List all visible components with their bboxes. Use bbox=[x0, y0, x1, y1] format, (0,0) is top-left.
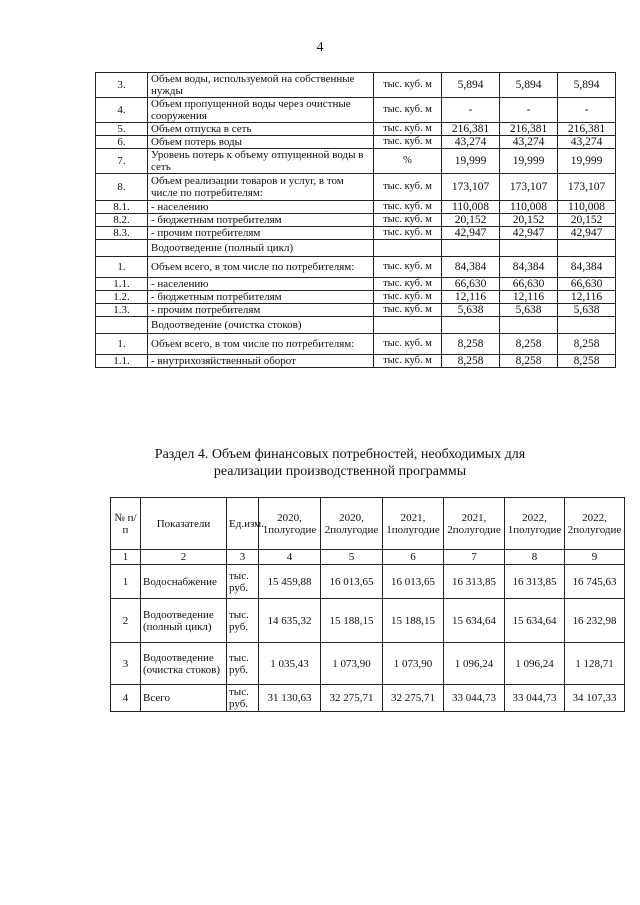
value-cell bbox=[500, 240, 558, 257]
unit-cell: % bbox=[374, 149, 442, 174]
unit-cell: тыс. куб. м bbox=[374, 257, 442, 278]
table-cell: 4 bbox=[259, 550, 321, 565]
table-cell: тыс. руб. bbox=[227, 599, 259, 643]
table-cell: 7 bbox=[444, 550, 505, 565]
value-cell: 12,116 bbox=[500, 291, 558, 304]
name-cell: - бюджетным потребителям bbox=[148, 214, 374, 227]
table-cell: Показатели bbox=[141, 498, 227, 550]
value-cell bbox=[500, 317, 558, 334]
table-cell: Ед.изм. bbox=[227, 498, 259, 550]
value-cell: 216,381 bbox=[442, 123, 500, 136]
value-cell: 19,999 bbox=[442, 149, 500, 174]
value-cell: 216,381 bbox=[500, 123, 558, 136]
table-row bbox=[96, 214, 616, 227]
value-cell: 84,384 bbox=[442, 257, 500, 278]
num-cell: 1.1. bbox=[96, 355, 148, 368]
table-cell: 1 096,24 bbox=[444, 643, 505, 685]
unit-cell: тыс. куб. м bbox=[374, 291, 442, 304]
value-cell: 66,630 bbox=[500, 278, 558, 291]
value-cell: 66,630 bbox=[558, 278, 616, 291]
table-row bbox=[96, 98, 616, 123]
value-cell: 19,999 bbox=[500, 149, 558, 174]
table-cell: 2020, 2полугодие bbox=[321, 498, 383, 550]
table-cell: 34 107,33 bbox=[565, 685, 625, 712]
table-row bbox=[96, 304, 616, 317]
unit-cell: тыс. куб. м bbox=[374, 214, 442, 227]
table-cell: 33 044,73 bbox=[444, 685, 505, 712]
num-cell: 5. bbox=[96, 123, 148, 136]
table-cell: 15 459,88 bbox=[259, 565, 321, 599]
name-cell: Водоотведение (очистка стоков) bbox=[148, 317, 374, 334]
table-row bbox=[111, 565, 625, 599]
table-cell: 4 bbox=[111, 685, 141, 712]
table-row bbox=[96, 355, 616, 368]
value-cell: 8,258 bbox=[442, 355, 500, 368]
table-row bbox=[111, 685, 625, 712]
value-cell: 173,107 bbox=[558, 174, 616, 201]
unit-cell: тыс. куб. м bbox=[374, 123, 442, 136]
value-cell: 42,947 bbox=[442, 227, 500, 240]
unit-cell: тыс. куб. м bbox=[374, 136, 442, 149]
table-cell: 16 313,85 bbox=[505, 565, 565, 599]
value-cell: 20,152 bbox=[558, 214, 616, 227]
unit-cell: тыс. куб. м bbox=[374, 98, 442, 123]
name-cell: Водоотведение (полный цикл) bbox=[148, 240, 374, 257]
name-cell: - прочим потребителям bbox=[148, 227, 374, 240]
table-row bbox=[96, 174, 616, 201]
table-cell: 15 634,64 bbox=[505, 599, 565, 643]
table-cell: Водоотведение (очистка стоков) bbox=[141, 643, 227, 685]
value-cell: 42,947 bbox=[558, 227, 616, 240]
value-cell: 5,894 bbox=[442, 73, 500, 98]
num-cell: 1. bbox=[96, 257, 148, 278]
table-cell: 1 096,24 bbox=[505, 643, 565, 685]
unit-cell: тыс. куб. м bbox=[374, 227, 442, 240]
value-cell: 5,638 bbox=[442, 304, 500, 317]
value-cell: 8,258 bbox=[442, 334, 500, 355]
table-row bbox=[96, 123, 616, 136]
name-cell: - населению bbox=[148, 278, 374, 291]
table-cell: 2020, 1полугодие bbox=[259, 498, 321, 550]
value-cell: 8,258 bbox=[500, 355, 558, 368]
num-cell: 8.3. bbox=[96, 227, 148, 240]
table-cell: Всего bbox=[141, 685, 227, 712]
num-cell: 1.3. bbox=[96, 304, 148, 317]
unit-cell: тыс. куб. м bbox=[374, 73, 442, 98]
table-cell: 2022, 2полугодие bbox=[565, 498, 625, 550]
table-cell: 1 128,71 bbox=[565, 643, 625, 685]
table-cell: 9 bbox=[565, 550, 625, 565]
value-cell: 8,258 bbox=[500, 334, 558, 355]
value-cell: 43,274 bbox=[442, 136, 500, 149]
table-cell: 16 745,63 bbox=[565, 565, 625, 599]
value-cell: 216,381 bbox=[558, 123, 616, 136]
table-cell: тыс. руб. bbox=[227, 685, 259, 712]
name-cell: Объем всего, в том числе по потребителям: bbox=[148, 334, 374, 355]
finance-table bbox=[110, 497, 625, 712]
value-cell: 19,999 bbox=[558, 149, 616, 174]
volume-table bbox=[95, 72, 616, 368]
table-cell: 2 bbox=[111, 599, 141, 643]
table-row bbox=[96, 149, 616, 174]
table-cell: Водоснабжение bbox=[141, 565, 227, 599]
value-cell: 12,116 bbox=[442, 291, 500, 304]
table-cell: 2022, 1полугодие bbox=[505, 498, 565, 550]
name-cell: Объем воды, используемой на собственные нужды bbox=[148, 73, 374, 98]
num-cell: 1.1. bbox=[96, 278, 148, 291]
value-cell: 5,894 bbox=[500, 73, 558, 98]
value-cell bbox=[442, 240, 500, 257]
table-cell: 16 313,85 bbox=[444, 565, 505, 599]
table-row bbox=[96, 257, 616, 278]
table-row bbox=[96, 334, 616, 355]
table-row bbox=[111, 599, 625, 643]
value-cell: 20,152 bbox=[500, 214, 558, 227]
name-cell: - населению bbox=[148, 201, 374, 214]
name-cell: - внутрихозяйственный оборот bbox=[148, 355, 374, 368]
table-cell: Водоотведение (полный цикл) bbox=[141, 599, 227, 643]
value-cell: 110,008 bbox=[558, 201, 616, 214]
value-cell: 20,152 bbox=[442, 214, 500, 227]
value-cell: 8,258 bbox=[558, 334, 616, 355]
name-cell: Объем всего, в том числе по потребителям: bbox=[148, 257, 374, 278]
value-cell: 66,630 bbox=[442, 278, 500, 291]
num-cell: 3. bbox=[96, 73, 148, 98]
unit-cell: тыс. куб. м bbox=[374, 355, 442, 368]
name-cell: Объем отпуска в сеть bbox=[148, 123, 374, 136]
table-cell: тыс. руб. bbox=[227, 565, 259, 599]
table-cell: 15 188,15 bbox=[321, 599, 383, 643]
name-cell: Объем пропущенной воды через очистные сооружения bbox=[148, 98, 374, 123]
num-cell: 8.1. bbox=[96, 201, 148, 214]
value-cell: 42,947 bbox=[500, 227, 558, 240]
table-cell: 15 634,64 bbox=[444, 599, 505, 643]
value-cell: - bbox=[442, 98, 500, 123]
value-cell: 5,638 bbox=[558, 304, 616, 317]
num-cell: 8.2. bbox=[96, 214, 148, 227]
num-cell bbox=[96, 240, 148, 257]
table-cell: 2021, 2полугодие bbox=[444, 498, 505, 550]
table-cell: 16 013,65 bbox=[383, 565, 444, 599]
table-cell: 1 035,43 bbox=[259, 643, 321, 685]
num-cell: 7. bbox=[96, 149, 148, 174]
table-cell: 16 232,98 bbox=[565, 599, 625, 643]
table-cell: 6 bbox=[383, 550, 444, 565]
name-cell: Объем реализации товаров и услуг, в том числе по потребителям: bbox=[148, 174, 374, 201]
table-cell: 32 275,71 bbox=[321, 685, 383, 712]
unit-cell: тыс. куб. м bbox=[374, 174, 442, 201]
table-cell: 32 275,71 bbox=[383, 685, 444, 712]
table-cell: 1 073,90 bbox=[383, 643, 444, 685]
unit-cell: тыс. куб. м bbox=[374, 278, 442, 291]
num-cell: 6. bbox=[96, 136, 148, 149]
value-cell: 84,384 bbox=[500, 257, 558, 278]
value-cell: 12,116 bbox=[558, 291, 616, 304]
header-row bbox=[111, 498, 625, 550]
value-cell: 110,008 bbox=[500, 201, 558, 214]
value-cell: 173,107 bbox=[500, 174, 558, 201]
table-cell: 14 635,32 bbox=[259, 599, 321, 643]
name-cell: - прочим потребителям bbox=[148, 304, 374, 317]
page-number: 4 bbox=[316, 40, 324, 55]
num-cell: 4. bbox=[96, 98, 148, 123]
num-cell: 8. bbox=[96, 174, 148, 201]
value-cell: 84,384 bbox=[558, 257, 616, 278]
table-cell: 8 bbox=[505, 550, 565, 565]
table-row bbox=[96, 73, 616, 98]
name-cell: - бюджетным потребителям bbox=[148, 291, 374, 304]
table-cell: 16 013,65 bbox=[321, 565, 383, 599]
table-cell: 31 130,63 bbox=[259, 685, 321, 712]
table-cell: 1 bbox=[111, 565, 141, 599]
num-cell bbox=[96, 317, 148, 334]
unit-cell: тыс. куб. м bbox=[374, 334, 442, 355]
table-cell: 1 bbox=[111, 550, 141, 565]
table-cell: № п/п bbox=[111, 498, 141, 550]
value-cell bbox=[558, 317, 616, 334]
table-row bbox=[96, 201, 616, 214]
table-row bbox=[96, 136, 616, 149]
name-cell: Уровень потерь к объему отпущенной воды в сеть bbox=[148, 149, 374, 174]
value-cell: 5,894 bbox=[558, 73, 616, 98]
table-cell: 5 bbox=[321, 550, 383, 565]
table-row bbox=[111, 643, 625, 685]
num-cell: 1.2. bbox=[96, 291, 148, 304]
value-cell: 43,274 bbox=[500, 136, 558, 149]
index-row bbox=[111, 550, 625, 565]
table-cell: тыс. руб. bbox=[227, 643, 259, 685]
table-row bbox=[96, 291, 616, 304]
section-heading: Раздел 4. Объем финансовых потребностей, необходимых для реализации производственной программы bbox=[154, 447, 526, 479]
table-cell: 3 bbox=[227, 550, 259, 565]
value-cell: - bbox=[558, 98, 616, 123]
value-cell: 43,274 bbox=[558, 136, 616, 149]
value-cell: 5,638 bbox=[500, 304, 558, 317]
unit-cell: тыс. куб. м bbox=[374, 304, 442, 317]
value-cell: 173,107 bbox=[442, 174, 500, 201]
value-cell: 8,258 bbox=[558, 355, 616, 368]
table-cell: 15 188,15 bbox=[383, 599, 444, 643]
table-cell: 1 073,90 bbox=[321, 643, 383, 685]
unit-cell bbox=[374, 317, 442, 334]
table-row bbox=[96, 278, 616, 291]
name-cell: Объем потерь воды bbox=[148, 136, 374, 149]
value-cell: - bbox=[500, 98, 558, 123]
value-cell bbox=[558, 240, 616, 257]
table-row bbox=[96, 227, 616, 240]
table-row bbox=[96, 317, 616, 334]
table-cell: 2021, 1полугодие bbox=[383, 498, 444, 550]
table-cell: 2 bbox=[141, 550, 227, 565]
table-cell: 3 bbox=[111, 643, 141, 685]
value-cell bbox=[442, 317, 500, 334]
table-cell: 33 044,73 bbox=[505, 685, 565, 712]
value-cell: 110,008 bbox=[442, 201, 500, 214]
unit-cell: тыс. куб. м bbox=[374, 201, 442, 214]
num-cell: 1. bbox=[96, 334, 148, 355]
unit-cell bbox=[374, 240, 442, 257]
table-row bbox=[96, 240, 616, 257]
